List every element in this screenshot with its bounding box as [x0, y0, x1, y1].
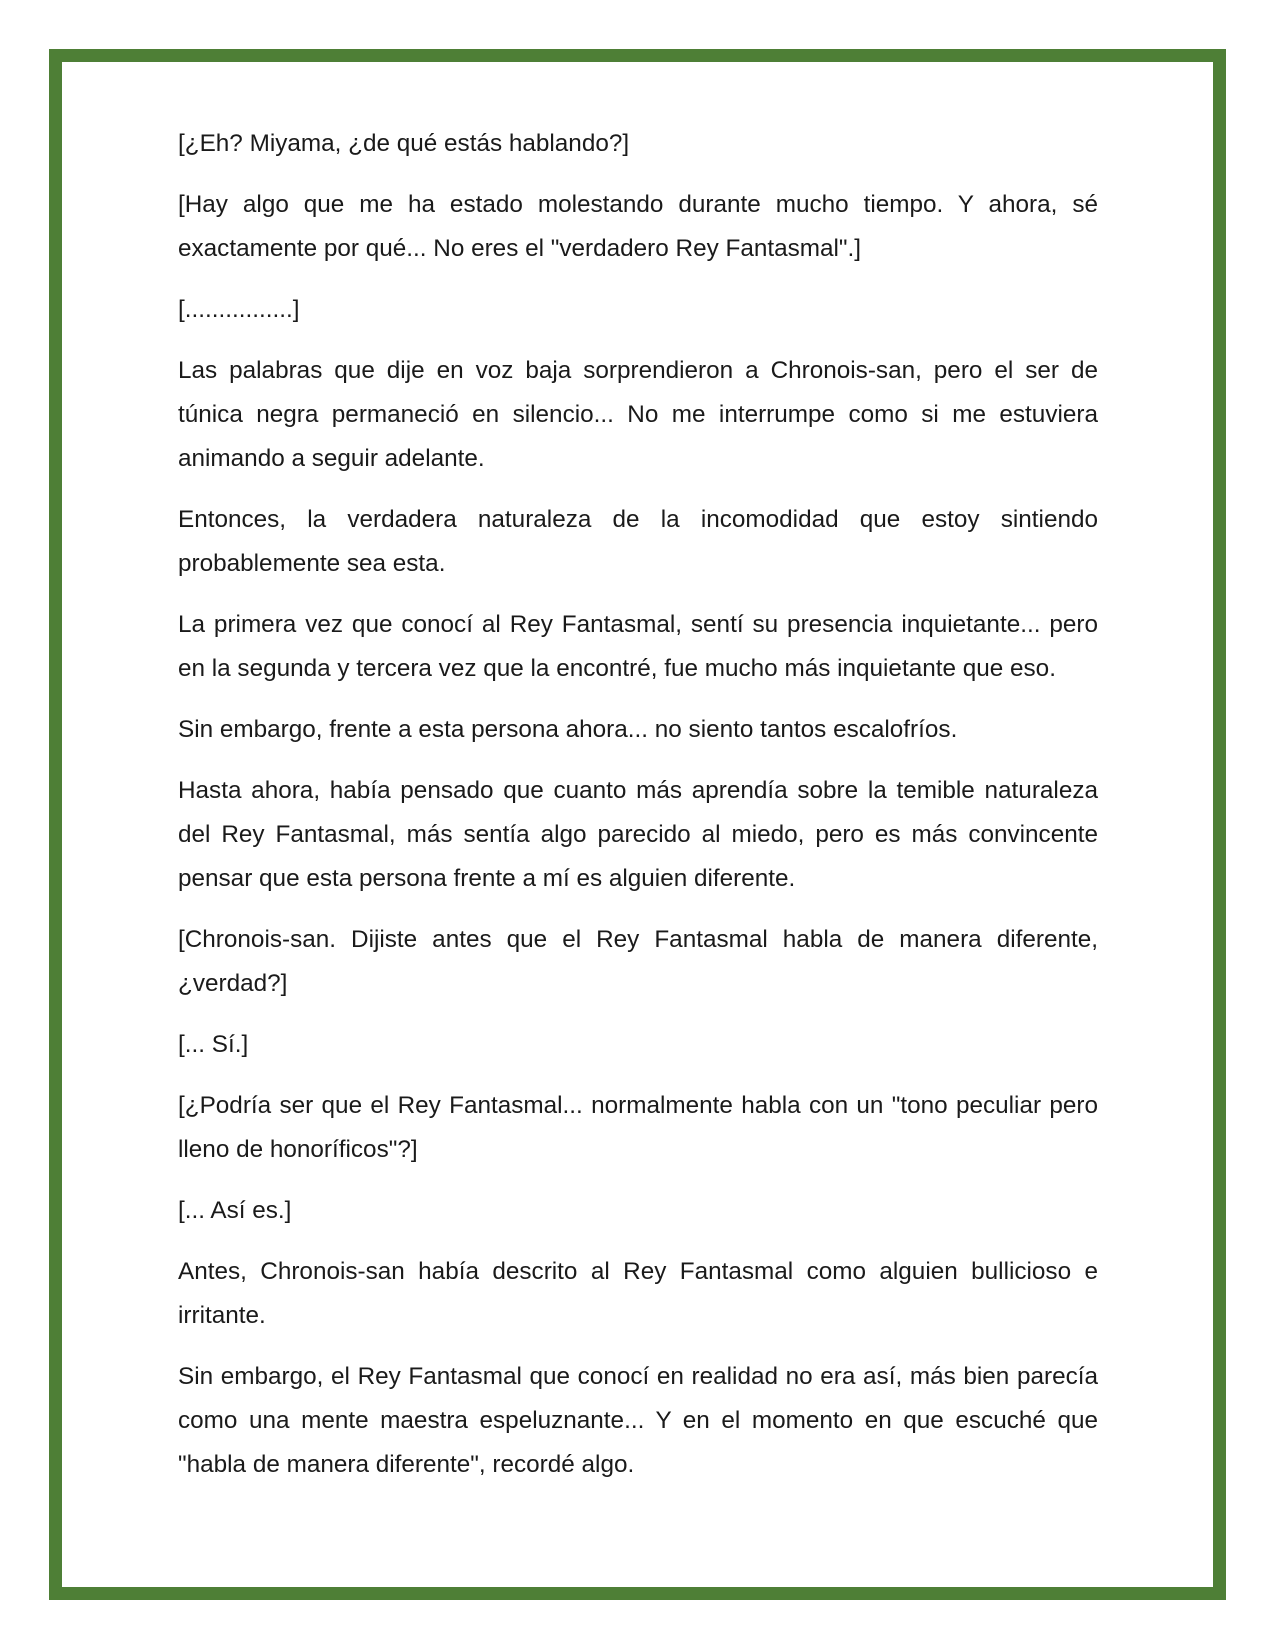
paragraph: [................] — [178, 296, 300, 323]
paragraph: [... Sí.] — [178, 1031, 249, 1058]
document-body — [178, 122, 1098, 1504]
paragraph: Sin embargo, frente a esta persona ahora... no siento tantos escalofríos. — [178, 716, 958, 743]
paragraph: [¿Podría ser que el Rey Fantasmal... normalmente habla con un "tono peculiar pero lleno de honoríficos"?] — [178, 1092, 1098, 1163]
paragraph: Hasta ahora, había pensado que cuanto más aprendía sobre la temible naturaleza del Rey Fantasmal, más sentía algo parecido al miedo, pero es más convincente pensar que esta persona frente a mí es alguien diferente. — [178, 777, 1098, 892]
paragraph: Entonces, la verdadera naturaleza de la incomodidad que estoy sintiendo probablemente sea esta. — [178, 506, 1098, 577]
paragraph: [Hay algo que me ha estado molestando durante mucho tiempo. Y ahora, sé exactamente por qué... No eres el "verdadero Rey Fantasmal".] — [178, 191, 1098, 262]
paragraph: [... Así es.] — [178, 1197, 292, 1224]
paragraph: Antes, Chronois-san había descrito al Rey Fantasmal como alguien bullicioso e irritante. — [178, 1258, 1098, 1329]
paragraph: [Chronois-san. Dijiste antes que el Rey Fantasmal habla de manera diferente, ¿verdad?] — [178, 926, 1098, 997]
paragraph: Sin embargo, el Rey Fantasmal que conocí en realidad no era así, más bien parecía como una mente maestra espeluznante... Y en el momento en que escuché que "habla de manera diferente", recordé algo. — [178, 1363, 1098, 1478]
paragraph: La primera vez que conocí al Rey Fantasmal, sentí su presencia inquietante... pero en la segunda y tercera vez que la encontré, fue mucho más inquietante que eso. — [178, 611, 1098, 682]
paragraph: Las palabras que dije en voz baja sorprendieron a Chronois-san, pero el ser de túnica negra permaneció en silencio... No me interrumpe como si me estuviera animando a seguir adelante. — [178, 357, 1098, 472]
paragraph: [¿Eh? Miyama, ¿de qué estás hablando?] — [178, 130, 630, 157]
